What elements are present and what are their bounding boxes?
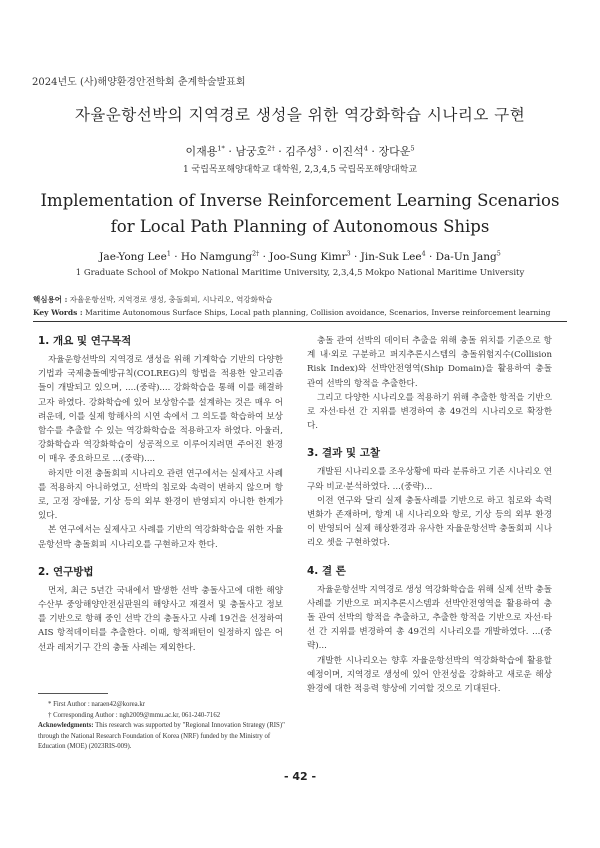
footnote-first-author: * First Author : naraen42@korea.kr xyxy=(48,701,146,708)
author-en-2: Ho Namgung xyxy=(180,251,253,263)
affiliation-english: 1 Graduate School of Mokpo National Maritime University, 2,3,4,5 Mokpo National Maritime University xyxy=(75,268,525,278)
section-4-paragraph-2: 개발한 시나리오는 향후 자율운항선박의 역강화학습에 활용할 예정이며, 지역경로 생성에 있어 안전성을 강화하고 새로운 해상환경에 대한 적응력 향상에 기여할 것으로 기대된다. xyxy=(307,655,552,695)
author-ko-1: 이재용 xyxy=(185,145,218,158)
section-1-paragraph-3: 본 연구에서는 실제사고 사례를 기반의 역강화학습을 위한 자율운항선박 충돌회피 시나리오를 구현하고자 한다. xyxy=(38,525,283,550)
affiliation-korean: 1 국립목포해양대학교 대학원, 2,3,4,5 국립목포해양대학교 xyxy=(182,165,418,175)
footnotes xyxy=(38,700,288,753)
left-column xyxy=(38,334,283,655)
section-1-paragraph-2: 하지만 이전 충돌회피 시나리오 관련 연구에서는 실제사고 사례를 적용하지 아니하였고, 선박의 침로와 속력이 변하지 않으며 항로, 고정 장애물, 기상 등의 외부 환경이 반영되지 아니한 한계가 있다. xyxy=(38,468,283,522)
title-korean: 자율운항선박의 지역경로 생성을 위한 역강화학습 시나리오 구현 xyxy=(74,106,526,124)
author-ko-3: 김주성 xyxy=(285,145,318,158)
section-1-paragraph-1: 자율운항선박의 지역경로 생성을 위해 기계학습 기반의 다양한 기법과 국제충돌예방규칙(COLREG)의 항법을 적용한 알고리즘들이 개발되고 있으며, ....(중략).... 강화학습을 통해 이를 해결하고자 하였다. 강화학습에 있어 보상함수를 설계하는 것은 매우 어려운데, 이를 실제 항해사의 시연 속에서 그 의도를 학습하여 보상함수를 추출할 수 있는 역강화학습을 적용하고자 하였다. 아울러, 강화학습과 역강화학습이 성공적으로 이루어지려면 주어진 환경이 매우 중요하므로 ...(중략).... xyxy=(38,355,283,465)
author-ko-5: 장다운 xyxy=(378,145,411,158)
right-column xyxy=(307,334,552,696)
author-en-1: Jae-Yong Lee xyxy=(99,251,167,263)
keywords-english-label: Key Words : xyxy=(33,308,83,317)
conference-header: 2024년도 (사)해양환경안전학회 춘계학술발표회 xyxy=(32,77,246,88)
section-2-paragraph-2: 충돌 관여 선박의 데이터 추출을 위해 충돌 위치를 기준으로 항계 내·외로 구분하고 퍼지추론시스템의 충돌위험지수(Collision Risk Index)와 선박안전영역(Ship Domain)을 활용하여 충돌 관여 선박의 항적을 추출한다. xyxy=(307,336,552,389)
authors-english: Jae-Yong Lee$^1$ · Ho Namgung$^{2\dagger}$ · Joo-Sung Kimr$^3$ · Jin-Suk Lee$^4$ · Da-Un Jang$^5$ xyxy=(99,250,501,263)
section-1-heading: 1. 개요 및 연구목적 xyxy=(38,335,132,347)
section-2-paragraph-1: 먼저, 최근 5년간 국내에서 발생한 선박 충돌사고에 대한 해양수산부 중앙해양안전심판원의 해양사고 재결서 및 충돌사고 정보를 기반으로 항해 중인 선박 간의 충돌사고 사례 19건을 선정하여 AIS 항적데이터를 추출한다. 이때, 항적패턴이 일정하지 않은 어선과 레저기구 간의 충돌 사례는 제외한다. xyxy=(38,585,283,653)
author-en-3: Joo-Sung Kimr xyxy=(269,251,347,263)
title-english: Implementation of Inverse Reinforcement Learning Scenarios for Local Path Planning of Autonomous Ships xyxy=(40,191,560,236)
keywords-korean-text: 자율운항선박, 지역경로 생성, 충돌회피, 시나리오, 역강화학습 xyxy=(69,295,273,304)
author-ko-4: 이진석 xyxy=(331,145,364,158)
section-4-paragraph-1: 자율운항선박 지역경로 생성 역강화학습을 위해 실제 선박 충돌사례를 기반으로 퍼지추론시스템과 선박안전영역을 활용하여 충돌 관여 선박의 항적을 추출하고, 추출한 항적을 기반으로 자선·타선 간 지위를 변경하여 총 49건의 시나리오를 개발하였다. ...(중략)... xyxy=(307,584,552,652)
section-4-heading: 4. 결 론 xyxy=(307,564,346,577)
section-2-paragraph-3: 그리고 다양한 시나리오를 적용하기 위해 추출한 항적을 기반으로 자선·타선 간 지위를 변경하여 총 49건의 시나리오로 확장한다. xyxy=(307,392,552,432)
section-3-paragraph-2: 이전 연구와 달리 실제 충돌사례를 기반으로 하고 침로와 속력 변화가 존재하며, 항계 내 시나리오와 항로, 기상 등의 외부 환경이 반영되어 실제 해상환경과 유사한 자율운항선박 충돌회피 시나리오 셋을 구현하였다. xyxy=(307,495,552,549)
keywords-divider xyxy=(33,321,567,322)
footnote-corresponding-author: † Corresponding Author : ngh2009@mmu.ac.kr, 061-240-7162 xyxy=(48,711,221,719)
author-en-5: Da-Un Jang xyxy=(435,251,497,263)
acknowledgments-label: Acknowledgments: xyxy=(38,722,94,729)
author-ko-2: 남궁호 xyxy=(235,145,268,158)
section-3-heading: 3. 결과 및 고찰 xyxy=(307,447,380,460)
acknowledgments-text: This research was supported by "Regional Innovation Strategy (RIS)" through the National Research Foundation of Korea (NRF) funded by the Ministry of Education (MOE) (2023RIS-009). xyxy=(38,722,285,750)
keywords-korean-label: 핵심용어 : xyxy=(33,295,68,304)
section-3-paragraph-1: 개발된 시나리오를 조우상황에 따라 분류하고 기존 시나리오 연구와 비교·분석하였다. ...(중략)... xyxy=(307,467,552,492)
footnote-divider xyxy=(38,693,108,694)
keywords-english-text: Maritime Autonomous Surface Ships, Local path planning, Collision avoidance, Scenarios, Inverse reinforcement learning xyxy=(85,308,551,317)
author-en-4: Jin-Suk Lee xyxy=(360,251,422,263)
section-2-heading: 2. 연구방법 xyxy=(38,565,94,578)
page-number: - 42 - xyxy=(283,770,317,783)
authors-korean: 이재용$^{1*}$ · 남궁호$^{2\dagger}$ · 김주성$^3$ · 이진석$^4$ · 장다운$^5$ xyxy=(185,144,415,158)
keywords-korean xyxy=(33,294,272,305)
footnote-acknowledgments xyxy=(38,721,288,753)
keywords-english xyxy=(33,308,550,317)
